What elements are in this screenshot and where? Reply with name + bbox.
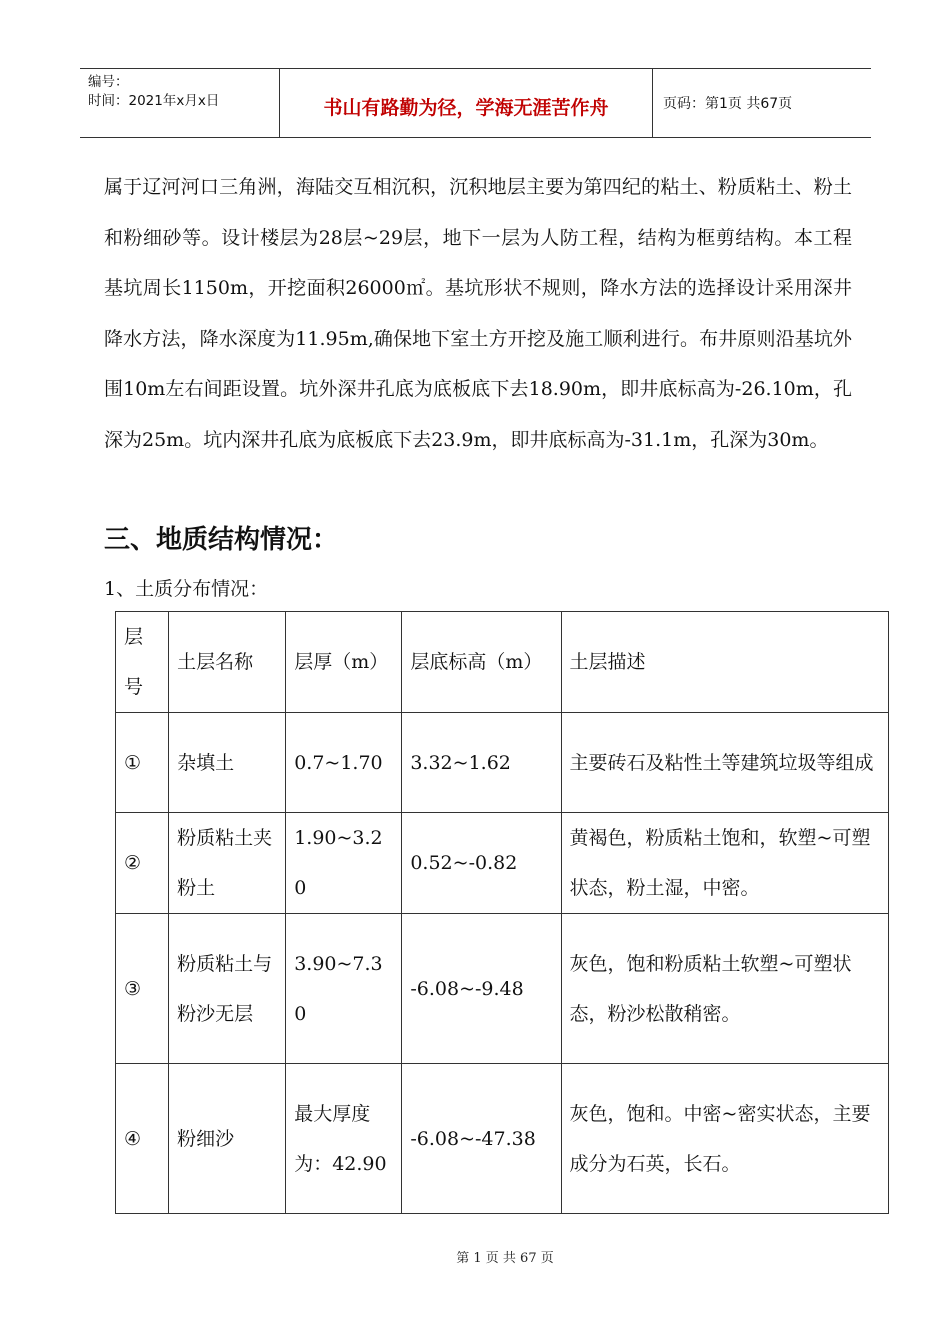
layer-elevation: -6.08~-47.38 [402,1064,561,1214]
layer-no: ③ [116,914,169,1064]
body-paragraph: 属于辽河河口三角洲，海陆交互相沉积，沉积地层主要为第四纪的粘土、粉质粘土、粉土和粉细砂等。设计楼层为28层~29层，地下一层为人防工程，结构为框剪结构。本工程基坑周长1150m，开挖面积26000㎡。基坑形状不规则，降水方法的选择设计采用深井降水方法，降水深度为11.95m,确保地下室土方开挖及施工顺利进行。布井原则沿基坑外围10m左右间距设置。坑外深井孔底为底板底下去18.90m，即井底标高为-26.10m，孔深为25m。坑内深井孔底为底板底下去23.9m，即井底标高为-31.1m，孔深为30m。 [104,176,852,451]
layer-no: ① [116,713,169,813]
layer-elevation: 3.32~1.62 [402,713,561,813]
table-row [116,1064,889,1214]
document-number: 编号： [88,74,129,90]
layer-description: 灰色，饱和粉质粘土软塑~可塑状态，粉沙松散稍密。 [561,914,888,1064]
layer-name: 粉质粘土与粉沙无层 [169,914,286,1064]
header-description: 土层描述 [561,612,888,713]
layer-elevation: 0.52~-0.82 [402,813,561,914]
layer-thickness: 0.7~1.70 [286,713,402,813]
header-page-info: 页码：第1页 共67页 [663,96,793,112]
layer-name: 粉质粘土夹粉土 [169,813,286,914]
page-footer: 第 1 页 共 67 页 [456,1251,554,1266]
header-thickness: 层厚（m） [286,612,402,713]
layer-no: ② [116,813,169,914]
layer-thickness: 3.90~7.30 [286,914,402,1064]
header-meta [80,69,280,137]
table-row [116,813,889,914]
layer-name: 粉细沙 [169,1064,286,1214]
header-layer-no: 层号 [116,612,169,713]
layer-description: 主要砖石及粘性土等建筑垃圾等组成 [561,713,888,813]
layer-thickness: 1.90~3.20 [286,813,402,914]
layer-elevation: -6.08~-9.48 [402,914,561,1064]
header-layer-name: 土层名称 [169,612,286,713]
layer-description: 黄褐色，粉质粘土饱和，软塑~可塑状态，粉土湿，中密。 [561,813,888,914]
layer-thickness: 最大厚度为：42.90 [286,1064,402,1214]
document-time: 时间：2021年x月x日 [88,93,220,109]
layer-name: 杂填土 [169,713,286,813]
table-row [116,713,889,813]
section-title: 三、地质结构情况： [104,525,339,555]
header-bottom-elevation: 层底标高（m） [402,612,561,713]
table-row [116,914,889,1064]
soil-distribution-table [115,611,889,1214]
table-header-row [116,612,889,713]
layer-no: ④ [116,1064,169,1214]
layer-description: 灰色，饱和。中密~密实状态，主要成分为石英，长石。 [561,1064,888,1214]
page-header [80,68,871,138]
sub-title: 1、土质分布情况： [104,578,269,600]
header-motto: 书山有路勤为径，学海无涯苦作舟 [280,69,653,137]
